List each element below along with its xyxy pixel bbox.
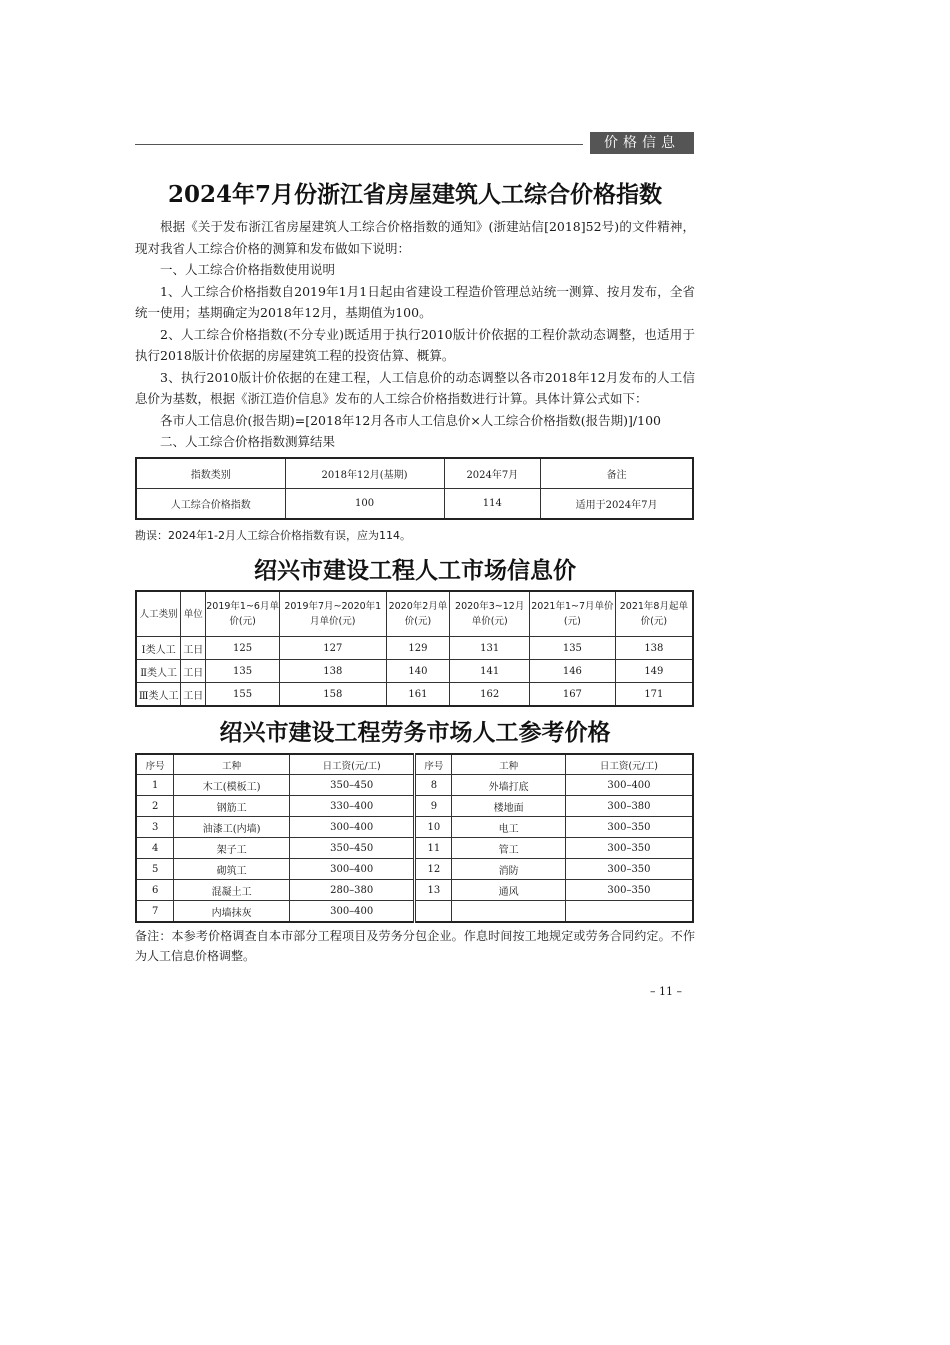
table-cell: 167 bbox=[530, 683, 616, 707]
table-header-cell: 序号 bbox=[136, 754, 174, 775]
table-cell: 消防 bbox=[452, 859, 566, 880]
table-cell: Ⅱ类人工 bbox=[136, 660, 181, 683]
table-cell: 10 bbox=[415, 817, 452, 838]
table-cell: 138 bbox=[279, 660, 386, 683]
table-cell: 131 bbox=[450, 637, 530, 660]
intro-text bbox=[135, 216, 695, 453]
table-cell: 12 bbox=[415, 859, 452, 880]
intro-paragraph: 根据《关于发布浙江省房屋建筑人工综合价格指数的通知》(浙建站信[2018]52号)的文件精神，现对我省人工综合价格的测算和发布做如下说明： bbox=[135, 219, 695, 256]
table-cell: 155 bbox=[206, 683, 280, 707]
table-header-cell: 2020年2月单价(元) bbox=[386, 591, 450, 637]
table-cell: 5 bbox=[136, 859, 174, 880]
table-cell: 162 bbox=[450, 683, 530, 707]
section-heading: 二、人工综合价格指数测算结果 bbox=[160, 434, 336, 449]
table-row bbox=[136, 796, 693, 817]
table-cell: 砌筑工 bbox=[174, 859, 290, 880]
table-header-cell: 序号 bbox=[415, 754, 452, 775]
table-row bbox=[136, 660, 693, 683]
header-rule bbox=[135, 144, 583, 145]
table-cell: 140 bbox=[386, 660, 450, 683]
table-cell: 工日 bbox=[181, 660, 206, 683]
reference-price-table bbox=[135, 753, 694, 923]
table-cell bbox=[565, 901, 693, 923]
table-cell: 138 bbox=[615, 637, 693, 660]
table-cell: 141 bbox=[450, 660, 530, 683]
table-header-cell: 备注 bbox=[541, 458, 693, 489]
table-row bbox=[136, 859, 693, 880]
table-cell: 13 bbox=[415, 880, 452, 901]
table-cell: 125 bbox=[206, 637, 280, 660]
table-header-cell: 2018年12月(基期) bbox=[285, 458, 444, 489]
table-cell: 330–400 bbox=[289, 796, 415, 817]
table-header-cell: 2024年7月 bbox=[444, 458, 541, 489]
section-tag: 价格信息 bbox=[590, 132, 694, 154]
table-header-cell: 工种 bbox=[174, 754, 290, 775]
table-cell: 木工(模板工) bbox=[174, 775, 290, 796]
table-cell: 2 bbox=[136, 796, 174, 817]
table-cell: 外墙打底 bbox=[452, 775, 566, 796]
table-header-cell: 2019年7月~2020年1月单价(元) bbox=[279, 591, 386, 637]
table-cell: 6 bbox=[136, 880, 174, 901]
table-header-cell: 人工类别 bbox=[136, 591, 181, 637]
market-price-table bbox=[135, 590, 694, 707]
table-row bbox=[136, 683, 693, 707]
table-header-cell: 2019年1~6月单价(元) bbox=[206, 591, 280, 637]
table-row bbox=[136, 489, 693, 520]
table-cell: 钢筋工 bbox=[174, 796, 290, 817]
table-cell: 149 bbox=[615, 660, 693, 683]
table-cell: 158 bbox=[279, 683, 386, 707]
table-cell: Ⅲ类人工 bbox=[136, 683, 181, 707]
table-header-cell: 日工资(元/工) bbox=[289, 754, 415, 775]
table-cell: 电工 bbox=[452, 817, 566, 838]
table-cell: 300–350 bbox=[565, 838, 693, 859]
formula-text: 各市人工信息价(报告期)=[2018年12月各市人工信息价×人工综合价格指数(报告期)]/100 bbox=[160, 412, 661, 428]
table-cell: 161 bbox=[386, 683, 450, 707]
table-cell: 适用于2024年7月 bbox=[541, 489, 693, 520]
table-cell: 油漆工(内墙) bbox=[174, 817, 290, 838]
table-header-cell: 工种 bbox=[452, 754, 566, 775]
table-cell: 100 bbox=[285, 489, 444, 520]
table-cell: 通风 bbox=[452, 880, 566, 901]
table-cell: 300–400 bbox=[289, 859, 415, 880]
intro-paragraph: 1、人工综合价格指数自2019年1月1日起由省建设工程造价管理总站统一测算、按月发布，全省统一使用；基期确定为2018年12月，基期值为100。 bbox=[135, 283, 695, 320]
table-cell bbox=[415, 901, 452, 923]
table-cell: 127 bbox=[279, 637, 386, 660]
table-cell: 4 bbox=[136, 838, 174, 859]
table-row bbox=[136, 901, 693, 923]
table-cell: 3 bbox=[136, 817, 174, 838]
table-header-cell: 指数类别 bbox=[136, 458, 285, 489]
table-header-cell: 2021年8月起单价(元) bbox=[615, 591, 693, 637]
page-title: 2024年7月份浙江省房屋建筑人工综合价格指数 bbox=[167, 181, 663, 208]
table-row bbox=[136, 880, 693, 901]
section-heading: 一、人工综合价格指数使用说明 bbox=[160, 262, 336, 277]
table-header-cell: 单位 bbox=[181, 591, 206, 637]
table-cell: 管工 bbox=[452, 838, 566, 859]
table-header-row bbox=[136, 591, 693, 637]
table-cell: 171 bbox=[615, 683, 693, 707]
table-row bbox=[136, 775, 693, 796]
table-cell: 146 bbox=[530, 660, 616, 683]
table-row bbox=[136, 637, 693, 660]
table-cell: 114 bbox=[444, 489, 541, 520]
table-cell: 1 bbox=[136, 775, 174, 796]
table-row bbox=[136, 838, 693, 859]
table-cell: 楼地面 bbox=[452, 796, 566, 817]
table-cell: 135 bbox=[206, 660, 280, 683]
table-cell: 内墙抹灰 bbox=[174, 901, 290, 923]
intro-paragraph: 2、人工综合价格指数(不分专业)既适用于执行2010版计价依据的工程价款动态调整，也适用于执行2018版计价依据的房屋建筑工程的投资估算、概算。 bbox=[135, 326, 695, 363]
table-cell: 280–380 bbox=[289, 880, 415, 901]
table-cell: 7 bbox=[136, 901, 174, 923]
table-cell: 混凝土工 bbox=[174, 880, 290, 901]
table-cell: 350–450 bbox=[289, 775, 415, 796]
table-cell: 300–380 bbox=[565, 796, 693, 817]
index-table bbox=[135, 457, 694, 520]
page-number: – 11 – bbox=[650, 985, 682, 998]
table-cell: 300–350 bbox=[565, 817, 693, 838]
table-cell: 300–400 bbox=[289, 817, 415, 838]
table-cell: 11 bbox=[415, 838, 452, 859]
table-cell: 工日 bbox=[181, 637, 206, 660]
table-cell: 8 bbox=[415, 775, 452, 796]
table-header-row bbox=[136, 754, 693, 775]
table-cell: 300–400 bbox=[565, 775, 693, 796]
table-cell: 129 bbox=[386, 637, 450, 660]
errata-note: 勘误：2024年1-2月人工综合价格指数有误，应为114。 bbox=[135, 529, 411, 542]
intro-paragraph: 3、执行2010版计价依据的在建工程，人工信息价的动态调整以各市2018年12月发布的人工信息价为基数，根据《浙江造价信息》发布的人工综合价格指数进行计算。具体计算公式如下： bbox=[135, 369, 695, 406]
table-header-cell: 2021年1~7月单价(元) bbox=[530, 591, 616, 637]
table-header-cell: 2020年3~12月单价(元) bbox=[450, 591, 530, 637]
table-row bbox=[136, 817, 693, 838]
table-cell: 工日 bbox=[181, 683, 206, 707]
section-title: 绍兴市建设工程劳务市场人工参考价格 bbox=[219, 719, 611, 746]
table-cell: 300–400 bbox=[289, 901, 415, 923]
table-cell: Ⅰ类人工 bbox=[136, 637, 181, 660]
footnote: 备注：本参考价格调查自本市部分工程项目及劳务分包企业。作息时间按工地规定或劳务合同约定。不作为人工信息价格调整。 bbox=[135, 929, 695, 963]
table-cell: 9 bbox=[415, 796, 452, 817]
table-header-row bbox=[136, 458, 693, 489]
table-cell: 300–350 bbox=[565, 880, 693, 901]
table-cell: 135 bbox=[530, 637, 616, 660]
table-header-cell: 日工资(元/工) bbox=[565, 754, 693, 775]
table-cell: 350–450 bbox=[289, 838, 415, 859]
section-title: 绍兴市建设工程人工市场信息价 bbox=[254, 557, 576, 584]
table-cell bbox=[452, 901, 566, 923]
table-cell: 300–350 bbox=[565, 859, 693, 880]
table-cell: 架子工 bbox=[174, 838, 290, 859]
table-cell: 人工综合价格指数 bbox=[136, 489, 285, 520]
